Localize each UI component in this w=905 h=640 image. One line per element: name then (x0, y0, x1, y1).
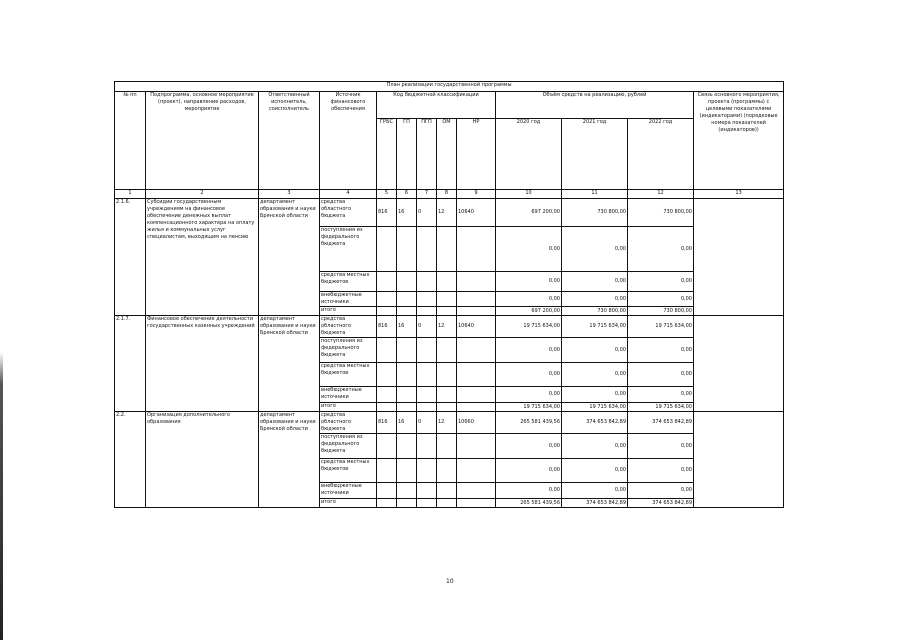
code-grbs (377, 459, 397, 483)
row-number: 2.1.7. (115, 316, 146, 412)
code-gp (397, 387, 417, 403)
code-nr (457, 499, 496, 508)
code-gp (397, 434, 417, 459)
code-om (437, 307, 457, 316)
code-om (437, 434, 457, 459)
column-number: 8 (437, 190, 457, 199)
code-grbs (377, 338, 397, 363)
column-number: 13 (694, 190, 784, 199)
amount-2020: 0,00 (496, 434, 562, 459)
indicator-link (694, 316, 784, 412)
amount-2022: 0,00 (628, 483, 694, 499)
code-grbs (377, 483, 397, 499)
code-nr (457, 434, 496, 459)
code-nr (457, 459, 496, 483)
funding-source: внебюджетные источники (320, 292, 377, 307)
code-nr (457, 483, 496, 499)
code-nr: 10640 (457, 316, 496, 338)
code-gp (397, 272, 417, 292)
amount-2021: 374 653 842,89 (562, 412, 628, 434)
code-om (437, 459, 457, 483)
amount-2021: 0,00 (562, 387, 628, 403)
code-om (437, 499, 457, 508)
amount-2020: 0,00 (496, 272, 562, 292)
amount-2021: 0,00 (562, 227, 628, 272)
funding-source: поступления из федерального бюджета (320, 338, 377, 363)
funding-source: поступления из федерального бюджета (320, 227, 377, 272)
header-2022: 2022 год (628, 119, 694, 190)
code-gp: 16 (397, 199, 417, 227)
amount-2022: 0,00 (628, 227, 694, 272)
amount-2020: 0,00 (496, 338, 562, 363)
column-number: 5 (377, 190, 397, 199)
amount-2021: 19 715 634,00 (562, 403, 628, 412)
header-om: ОМ (437, 119, 457, 190)
code-gp: 16 (397, 316, 417, 338)
amount-2021: 374 653 842,89 (562, 499, 628, 508)
code-grbs (377, 272, 397, 292)
code-grbs (377, 307, 397, 316)
column-number: 1 (115, 190, 146, 199)
column-number: 10 (496, 190, 562, 199)
responsible-executor: департамент образования и науки Брянской области (259, 199, 320, 316)
header-kbk: Код бюджетной классификации (377, 92, 496, 119)
program-plan-table (114, 81, 784, 508)
code-gp (397, 403, 417, 412)
row-number: 2.1.6. (115, 199, 146, 316)
code-pgp (417, 272, 437, 292)
funding-source: поступления из федерального бюджета (320, 434, 377, 459)
amount-2020: 19 715 634,00 (496, 316, 562, 338)
code-gp: 16 (397, 412, 417, 434)
header-2021: 2021 год (562, 119, 628, 190)
code-gp (397, 483, 417, 499)
table-row (115, 199, 784, 227)
amount-2021: 19 715 634,00 (562, 316, 628, 338)
code-pgp (417, 499, 437, 508)
amount-2020: 0,00 (496, 387, 562, 403)
code-pgp (417, 483, 437, 499)
code-om: 12 (437, 199, 457, 227)
funding-source: средства областного бюджета (320, 199, 377, 227)
amount-2020: 0,00 (496, 483, 562, 499)
code-nr: 10640 (457, 199, 496, 227)
code-grbs (377, 387, 397, 403)
amount-2022: 0,00 (628, 272, 694, 292)
column-number: 9 (457, 190, 496, 199)
column-number: 7 (417, 190, 437, 199)
code-grbs: 816 (377, 199, 397, 227)
funding-source: внебюджетные источники (320, 387, 377, 403)
code-grbs (377, 363, 397, 387)
funding-source: итого (320, 499, 377, 508)
code-om (437, 403, 457, 412)
amount-2020: 19 715 634,00 (496, 403, 562, 412)
column-number: 4 (320, 190, 377, 199)
row-number: 2.2. (115, 412, 146, 508)
code-nr (457, 307, 496, 316)
code-nr: 10660 (457, 412, 496, 434)
header-resp: Ответственный исполнитель, соисполнитель (259, 92, 320, 190)
activity-name: Финансовое обеспечение деятельности государственных казенных учреждений (146, 316, 259, 412)
amount-2022: 19 715 634,00 (628, 316, 694, 338)
code-om (437, 338, 457, 363)
table-row (115, 412, 784, 434)
code-om (437, 387, 457, 403)
code-om (437, 272, 457, 292)
column-number: 11 (562, 190, 628, 199)
code-om: 12 (437, 412, 457, 434)
indicator-link (694, 199, 784, 316)
funding-source: средства областного бюджета (320, 412, 377, 434)
code-pgp: 0 (417, 316, 437, 338)
amount-2022: 0,00 (628, 363, 694, 387)
funding-source: средства местных бюджетов (320, 459, 377, 483)
amount-2020: 265 581 439,56 (496, 412, 562, 434)
header-nr: НР (457, 119, 496, 190)
amount-2022: 0,00 (628, 338, 694, 363)
code-grbs: 816 (377, 316, 397, 338)
funding-source: средства местных бюджетов (320, 363, 377, 387)
amount-2021: 0,00 (562, 459, 628, 483)
code-gp (397, 363, 417, 387)
amount-2021: 0,00 (562, 483, 628, 499)
amount-2021: 0,00 (562, 434, 628, 459)
header-pgp: ПГП (417, 119, 437, 190)
header-link: Связь основного мероприятия, проекта (программы) с целевыми показателями (индикаторами) (порядковые номера показателей (индикаторов)) (694, 92, 784, 190)
code-om (437, 227, 457, 272)
amount-2022: 730 800,00 (628, 307, 694, 316)
code-nr (457, 363, 496, 387)
funding-source: итого (320, 403, 377, 412)
scan-edge-shadow (0, 0, 3, 640)
code-nr (457, 403, 496, 412)
activity-name: Субсидии государственным учреждениям на финансовое обеспечение денежных выплат компенсационного характера на оплату жилья и коммунальных услуг специалистам, выходящим на пенсию (146, 199, 259, 316)
code-gp (397, 307, 417, 316)
amount-2020: 0,00 (496, 292, 562, 307)
amount-2022: 0,00 (628, 387, 694, 403)
header-volume: Объём средств на реализацию, рублей (496, 92, 694, 119)
code-pgp (417, 307, 437, 316)
code-nr (457, 227, 496, 272)
amount-2020: 0,00 (496, 227, 562, 272)
amount-2021: 730 800,00 (562, 199, 628, 227)
header-source: Источник финансового обеспечения (320, 92, 377, 190)
column-number: 12 (628, 190, 694, 199)
code-om: 12 (437, 316, 457, 338)
responsible-executor: департамент образования и науки Брянской области (259, 316, 320, 412)
code-pgp: 0 (417, 199, 437, 227)
amount-2020: 265 581 439,56 (496, 499, 562, 508)
header-2020: 2020 год (496, 119, 562, 190)
code-grbs (377, 227, 397, 272)
code-pgp (417, 292, 437, 307)
code-grbs (377, 499, 397, 508)
code-pgp: 0 (417, 412, 437, 434)
code-om (437, 292, 457, 307)
amount-2022: 374 653 842,89 (628, 499, 694, 508)
code-pgp (417, 403, 437, 412)
code-pgp (417, 434, 437, 459)
responsible-executor: департамент образования и науки Брянской области (259, 412, 320, 508)
amount-2021: 0,00 (562, 363, 628, 387)
code-nr (457, 387, 496, 403)
header-grbs: ГРБС (377, 119, 397, 190)
funding-source: итого (320, 307, 377, 316)
code-grbs: 816 (377, 412, 397, 434)
amount-2021: 0,00 (562, 272, 628, 292)
code-grbs (377, 434, 397, 459)
amount-2022: 0,00 (628, 434, 694, 459)
amount-2022: 0,00 (628, 459, 694, 483)
header-name: Подпрограмма, основное мероприятие (проект), направление расходов, мероприятие (146, 92, 259, 190)
amount-2022: 374 653 842,89 (628, 412, 694, 434)
code-gp (397, 292, 417, 307)
amount-2020: 697 200,00 (496, 199, 562, 227)
amount-2022: 19 715 634,00 (628, 403, 694, 412)
code-grbs (377, 292, 397, 307)
header-num: № пп (115, 92, 146, 190)
code-pgp (417, 459, 437, 483)
code-om (437, 483, 457, 499)
code-gp (397, 459, 417, 483)
funding-source: средства областного бюджета (320, 316, 377, 338)
amount-2021: 0,00 (562, 292, 628, 307)
code-nr (457, 272, 496, 292)
activity-name: Организация дополнительного образования (146, 412, 259, 508)
code-gp (397, 499, 417, 508)
amount-2020: 0,00 (496, 363, 562, 387)
funding-source: средства местных бюджетов (320, 272, 377, 292)
indicator-link (694, 412, 784, 508)
header-gp: ГП (397, 119, 417, 190)
amount-2020: 0,00 (496, 459, 562, 483)
amount-2022: 0,00 (628, 292, 694, 307)
code-nr (457, 338, 496, 363)
code-om (437, 363, 457, 387)
page-number: 10 (446, 578, 454, 585)
code-grbs (377, 403, 397, 412)
code-nr (457, 292, 496, 307)
column-number: 3 (259, 190, 320, 199)
amount-2022: 730 800,00 (628, 199, 694, 227)
code-pgp (417, 227, 437, 272)
table-row (115, 316, 784, 338)
funding-source: внебюджетные источники (320, 483, 377, 499)
amount-2021: 730 800,00 (562, 307, 628, 316)
code-gp (397, 338, 417, 363)
code-gp (397, 227, 417, 272)
amount-2021: 0,00 (562, 338, 628, 363)
amount-2020: 697 200,00 (496, 307, 562, 316)
code-pgp (417, 338, 437, 363)
table-title: План реализации государственной программы (115, 82, 784, 92)
code-pgp (417, 387, 437, 403)
column-number: 2 (146, 190, 259, 199)
column-number: 6 (397, 190, 417, 199)
code-pgp (417, 363, 437, 387)
